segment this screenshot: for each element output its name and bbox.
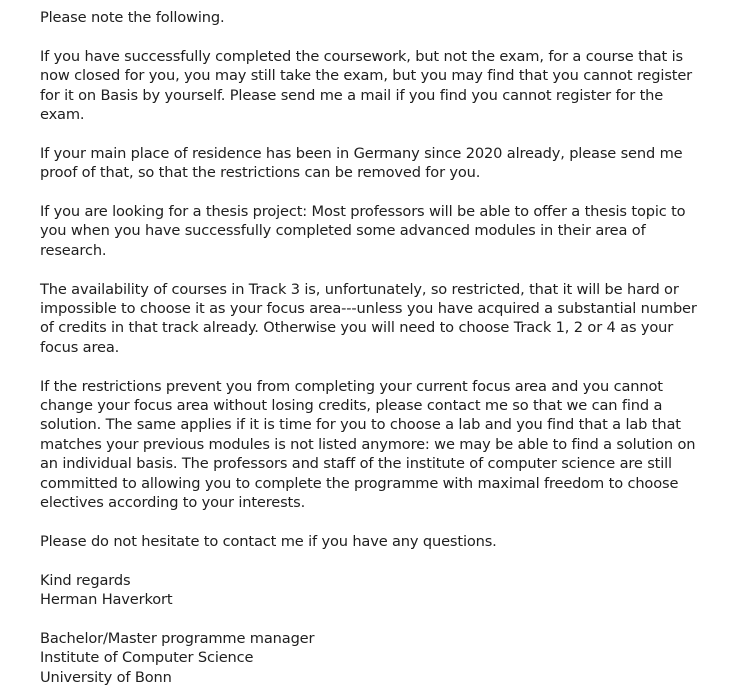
text-line: impossible to choose it as your focus area---unless you have acquired a substantial number bbox=[40, 300, 697, 318]
text-line: research. bbox=[40, 241, 107, 259]
paragraph-restrictions bbox=[40, 377, 720, 513]
text-line: focus area. bbox=[40, 338, 120, 356]
sender-institute: Institute of Computer Science bbox=[40, 649, 254, 667]
paragraph-thesis bbox=[40, 202, 720, 260]
intro-line bbox=[40, 8, 720, 27]
text-line: If you are looking for a thesis project: Most professors will be able to offer a thesis topic to bbox=[40, 203, 686, 221]
closing-text: Kind regards bbox=[40, 571, 131, 589]
text-line: If your main place of residence has been in Germany since 2020 already, please send me bbox=[40, 144, 683, 162]
email-body bbox=[40, 8, 720, 686]
sender-name: Herman Haverkort bbox=[40, 591, 173, 609]
text-line: you when you have successfully completed some advanced modules in their area of bbox=[40, 222, 646, 240]
text-line: The availability of courses in Track 3 is, unfortunately, so restricted, that it will be hard or bbox=[40, 280, 679, 298]
sender-university: University of Bonn bbox=[40, 668, 172, 686]
text-line: Please do not hesitate to contact me if you have any questions. bbox=[40, 532, 497, 550]
paragraph-residence bbox=[40, 144, 720, 183]
text-line: solution. The same applies if it is time for you to choose a lab and you find that a lab that bbox=[40, 416, 681, 434]
paragraph-track-availability bbox=[40, 280, 720, 358]
paragraph-contact bbox=[40, 532, 720, 551]
text-line: committed to allowing you to complete the programme with maximal freedom to choose bbox=[40, 474, 679, 492]
text-line: electives according to your interests. bbox=[40, 494, 306, 512]
signature bbox=[40, 571, 720, 610]
text-line: If you have successfully completed the coursework, but not the exam, for a course that is bbox=[40, 47, 683, 65]
text-line: for it on Basis by yourself. Please send me a mail if you find you cannot register for the bbox=[40, 86, 664, 104]
text-line: an individual basis. The professors and staff of the institute of computer science are still bbox=[40, 455, 672, 473]
text-line: exam. bbox=[40, 106, 85, 124]
text-line: matches your previous modules is not listed anymore: we may be able to find a solution on bbox=[40, 435, 696, 453]
paragraph-exam-registration bbox=[40, 47, 720, 125]
text-line: now closed for you, you may still take the exam, but you may find that you cannot register bbox=[40, 67, 693, 85]
intro-text: Please note the following. bbox=[40, 9, 225, 26]
sender-title: Bachelor/Master programme manager bbox=[40, 629, 315, 647]
sender-title-block bbox=[40, 629, 720, 686]
text-line: change your focus area without losing credits, please contact me so that we can find a bbox=[40, 397, 663, 415]
text-line: proof of that, so that the restrictions can be removed for you. bbox=[40, 164, 481, 182]
text-line: of credits in that track already. Otherwise you will need to choose Track 1, 2 or 4 as your bbox=[40, 319, 674, 337]
text-line: If the restrictions prevent you from completing your current focus area and you cannot bbox=[40, 377, 663, 395]
